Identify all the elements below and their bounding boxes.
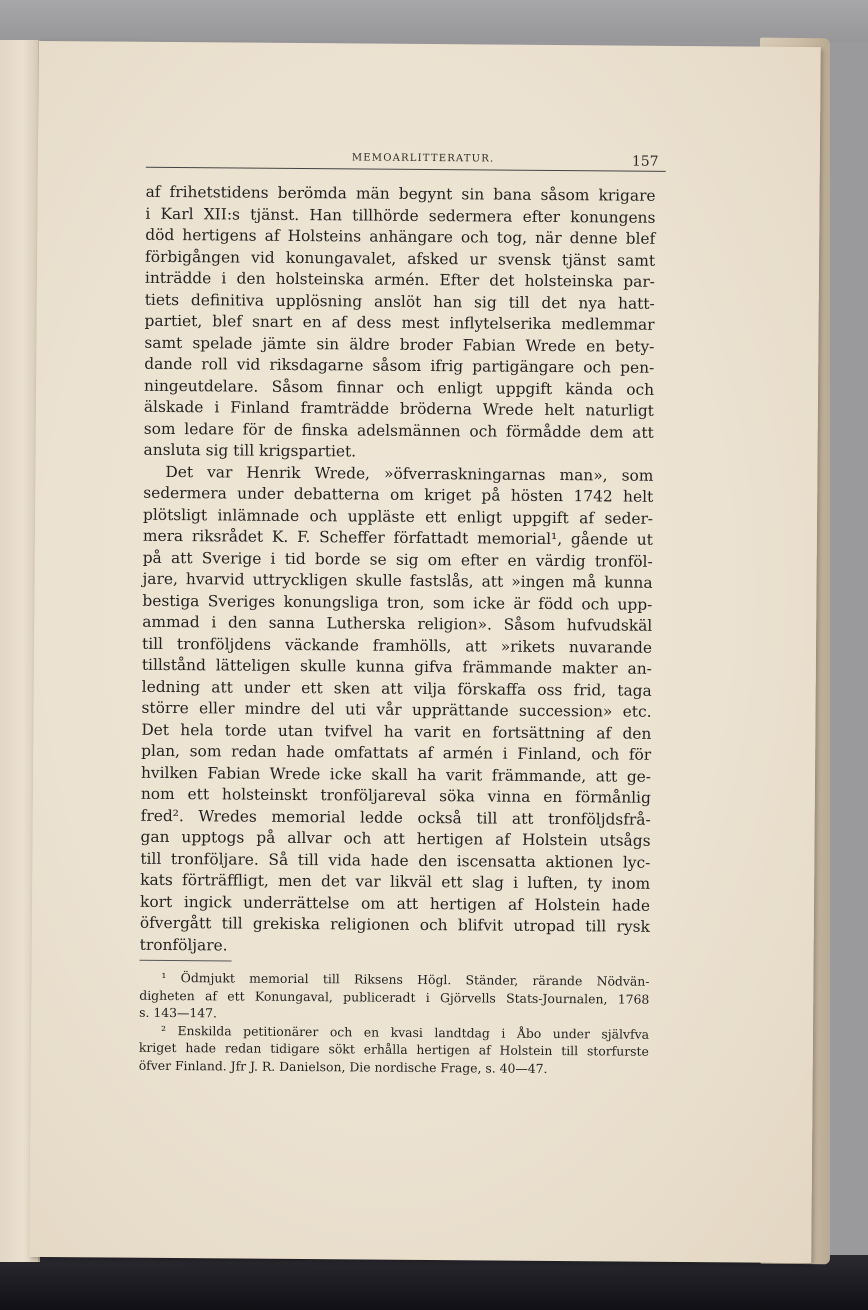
footnote-line: ² Enskilda petitionärer och en kvasi landtdag i Åbo under självfva (160, 1022, 650, 1042)
text-line: tronföljare. (139, 935, 228, 954)
text-line: gan upptogs på allvar och att hertigen af Holstein utsågs (140, 827, 651, 850)
text-line: hvilken Fabian Wrede icke skall ha varit främmande, att ge- (140, 763, 652, 786)
page-number: 157 (631, 153, 659, 170)
footnote-line: digheten af ett Konungaval, publiceradt i Gjörvells Stats-Journalen, 1768 (139, 987, 650, 1007)
text-line: till tronföljdens väckande framhölls, att »rikets nuvarande (141, 634, 653, 657)
text-line: partiet, blef snart en af dess mest inflytelserika medlemmar (144, 311, 655, 334)
text-line: fred². Wredes memorial ledde också till att tronföljdsfrå- (140, 806, 651, 829)
text-line: Det hela torde utan tvifvel ha varit en fortsättning af den (141, 720, 652, 743)
footnote-line: s. 143—147. (139, 1004, 218, 1021)
text-line: förbigången vid konungavalet, afsked ur svensk tjänst samt (145, 247, 656, 270)
text-line: mera riksrådet K. F. Scheffer författadt memorial¹, gående ut (142, 526, 653, 549)
text-line: ningeutdelare. Såsom finnar och enligt uppgift kända och (144, 376, 655, 399)
text-line: i Karl XII:s tjänst. Han tillhörde sedermera efter konungens (145, 204, 656, 227)
text-line: tiets definitiva upplösning anslöt han sig till det nya hatt- (144, 290, 655, 313)
text-line: död hertigens af Holsteins anhängare och tog, när denne blef (145, 225, 656, 248)
footnote-line: kriget hade redan tidigare sökt erhålla hertigen af Holstein till storfurste (138, 1039, 649, 1059)
text-line: till tronföljare. Så till vida hade den iscensatta aktionen lyc- (140, 849, 651, 872)
text-line: större eller mindre del uti vår upprättande succession» etc. (141, 698, 652, 721)
text-line: plan, som redan hade omfattats af armén i Finland, och för (141, 741, 652, 764)
text-line: jare, hvarvid uttryckligen skulle fastslås, att »ingen må kunna (142, 569, 653, 592)
text-line: nom ett holsteinskt tronföljareval söka vinna en förmånlig (140, 784, 651, 807)
text-line: ledning att under ett sken att vilja förskaffa oss frid, taga (141, 677, 652, 700)
running-head: MEMOARLITTERATUR. (351, 152, 495, 165)
text-line: tillstånd lätteligen skulle kunna gifva främmande makter an- (141, 655, 652, 678)
body-text (139, 182, 656, 1078)
page-header (146, 148, 666, 172)
text-line: öfvergått till grekiska religionen och blifvit utropad till rysk (139, 913, 650, 936)
text-line: som ledare för de finska adelsmännen och förmådde dem att (143, 419, 654, 442)
text-line: kats förträffligt, men det var likväl ett slag i luften, ty inom (140, 870, 651, 893)
footnote-rule (140, 960, 232, 962)
footnote-line: öfver Finland. Jfr J. R. Danielson, Die nordische Frage, s. 40—47. (138, 1057, 548, 1076)
text-line: sedermera under debatterna om kriget på hösten 1742 helt (143, 483, 654, 506)
text-line: af frihetstidens berömda män begynt sin bana såsom krigare (145, 182, 656, 205)
book-page (29, 41, 821, 1263)
text-line: samt spelade jämte sin äldre broder Fabian Wrede en bety- (144, 333, 655, 356)
background-top (0, 0, 868, 42)
text-line: bestiga Sveriges konungsliga tron, som icke är född och upp- (142, 591, 653, 614)
text-line: ammad i den sanna Lutherska religion». Såsom hufvudskäl (142, 612, 653, 635)
text-line: plötsligt inlämnade och uppläste ett enligt uppgift af seder- (143, 505, 654, 528)
text-line: älskade i Finland framträdde bröderna Wrede helt naturligt (143, 397, 654, 420)
text-line: Det var Henrik Wrede, »öfverraskningarnas man», som (165, 462, 654, 485)
text-line: på att Sverige i tid borde se sig om efter en värdig tronföl- (142, 548, 653, 571)
text-line: ansluta sig till krigspartiet. (143, 440, 357, 461)
text-line: dande roll vid riksdagarne såsom ifrig partigängare och pen- (144, 354, 655, 377)
text-line: inträdde i den holsteinska armén. Efter det holsteinska par- (144, 268, 655, 291)
footnote-line: ¹ Ödmjukt memorial till Riksens Högl. Ständer, rärande Nödvän- (161, 969, 650, 989)
background-bottom (0, 1255, 868, 1310)
text-line: kort ingick underrättelse om att hertigen af Holstein hade (139, 892, 651, 915)
